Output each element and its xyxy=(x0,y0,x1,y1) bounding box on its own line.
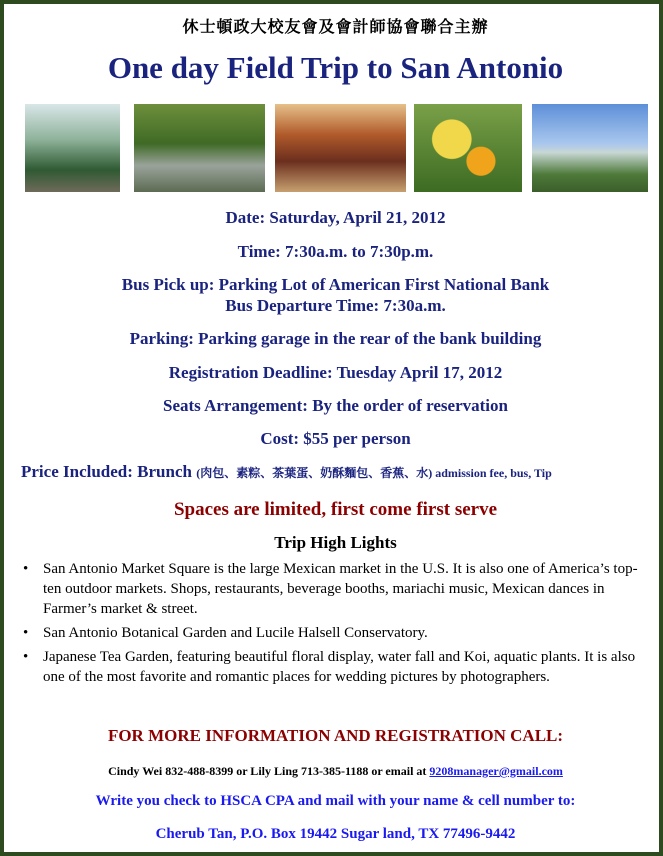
cost-line: Cost: $55 per person xyxy=(260,429,411,448)
limited-notice: Spaces are limited, first come first serve xyxy=(173,499,498,520)
price-included-line xyxy=(21,462,661,482)
photo-strip xyxy=(4,104,663,192)
date-line: Date: Saturday, April 21, 2012 xyxy=(225,208,446,227)
price-detail: (肉包、素粽、茶葉蛋、奶酥麵包、香蕉、水) admission fee, bus, Tip xyxy=(196,466,552,480)
conservatory-interior-photo xyxy=(25,104,120,192)
pickup-line: Bus Pick up: Parking Lot of American First National Bank xyxy=(121,275,550,294)
highlights-list xyxy=(21,559,641,691)
page-title: One day Field Trip to San Antonio xyxy=(107,50,564,85)
list-item: • San Antonio Botanical Garden and Lucile Halsell Conservatory. xyxy=(21,623,641,643)
email-link[interactable]: 9208manager@gmail.com xyxy=(429,764,563,778)
organizers-heading: 休士頓政大校友會及會計師協會聯合主辦 xyxy=(182,17,489,36)
more-info-heading: FOR MORE INFORMATION AND REGISTRATION CALL: xyxy=(107,726,564,745)
mexican-market-photo xyxy=(275,104,406,192)
contact-line xyxy=(4,764,663,779)
butterfly-flower-photo xyxy=(414,104,522,192)
mailing-address: Cherub Tan, P.O. Box 19442 Sugar land, TX 77496-9442 xyxy=(155,826,516,842)
highlights-title: Trip High Lights xyxy=(274,533,397,552)
list-item: • Japanese Tea Garden, featuring beautiful floral display, water fall and Koi, aquatic plants. It is also one of the most favorite and romantic places for wedding pictures by photographers. xyxy=(21,647,641,687)
garden-pond-photo xyxy=(134,104,265,192)
seats-line: Seats Arrangement: By the order of reservation xyxy=(163,396,508,415)
check-instructions: Write you check to HSCA CPA and mail with your name & cell number to: xyxy=(95,793,576,809)
departure-line: Bus Departure Time: 7:30a.m. xyxy=(225,296,446,315)
price-label: Price Included: Brunch xyxy=(21,462,192,481)
list-item: • San Antonio Market Square is the large Mexican market in the U.S. It is also one of America’s top-ten outdoor markets. Shops, restaurants, beverage booths, mariachi music, Mexican dances in Farmer’s market & street. xyxy=(21,559,641,619)
conservatory-exterior-photo xyxy=(532,104,648,192)
parking-line: Parking: Parking garage in the rear of the bank building xyxy=(129,329,542,348)
deadline-line: Registration Deadline: Tuesday April 17, 2012 xyxy=(168,363,503,382)
time-line: Time: 7:30a.m. to 7:30p.m. xyxy=(237,242,434,261)
contact-text: Cindy Wei 832-488-8399 or Lily Ling 713-385-1188 or email at xyxy=(108,764,430,778)
